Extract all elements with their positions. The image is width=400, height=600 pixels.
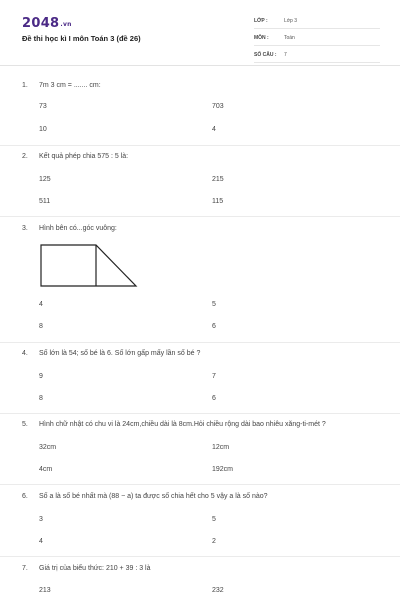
question-text bbox=[22, 565, 151, 572]
exam-title: Đề thi học kì I môn Toán 3 (đề 26) bbox=[22, 34, 141, 43]
trapezoid-shape bbox=[41, 245, 136, 286]
question-stem: 7m 3 cm = ....... cm: bbox=[39, 82, 101, 89]
answer-option[interactable]: 511 bbox=[39, 198, 51, 205]
meta-class bbox=[254, 14, 380, 29]
meta-question-count bbox=[254, 48, 380, 63]
question-text bbox=[22, 421, 326, 428]
answer-option[interactable]: 215 bbox=[212, 176, 224, 183]
question-divider bbox=[0, 413, 400, 414]
answer-option[interactable]: 4 bbox=[39, 301, 43, 308]
logo-suffix: .vn bbox=[60, 21, 72, 28]
meta-subject bbox=[254, 31, 380, 46]
answer-option[interactable]: 213 bbox=[39, 587, 51, 594]
meta-value: Lớp 3 bbox=[284, 18, 298, 24]
question-stem: Số a là số bé nhất mà (88 − a) ta được số chia hết cho 5 vậy a là số nào? bbox=[39, 493, 268, 500]
right-angle-figure bbox=[40, 242, 140, 288]
answer-option[interactable]: 5 bbox=[212, 301, 216, 308]
question-text bbox=[22, 493, 268, 500]
meta-key: SỐ CÂU : bbox=[254, 52, 277, 58]
question-stem: Kết quả phép chia 575 : 5 là: bbox=[39, 153, 129, 160]
meta-value: 7 bbox=[284, 52, 287, 58]
answer-option[interactable]: 125 bbox=[39, 176, 51, 183]
logo-text: 2048 bbox=[22, 16, 60, 31]
answer-option[interactable]: 7 bbox=[212, 373, 216, 380]
question-divider bbox=[0, 342, 400, 343]
question-stem: Hình bên có...góc vuông: bbox=[39, 225, 117, 232]
answer-option[interactable]: 10 bbox=[39, 126, 47, 133]
answer-option[interactable]: 73 bbox=[39, 103, 47, 110]
meta-value: Toán bbox=[284, 35, 295, 41]
answer-option[interactable]: 115 bbox=[212, 198, 224, 205]
answer-option[interactable]: 232 bbox=[212, 587, 224, 594]
question-number: 5. bbox=[22, 421, 28, 428]
question-text bbox=[22, 153, 128, 160]
question-divider bbox=[0, 484, 400, 485]
meta-key: MÔN : bbox=[254, 35, 269, 41]
meta-key: LỚP : bbox=[254, 18, 268, 24]
question-stem: Số lớn là 54; số bé là 6. Số lớn gấp mấy lần số bé ? bbox=[39, 350, 201, 357]
question-number: 7. bbox=[22, 565, 28, 572]
question-number: 4. bbox=[22, 350, 28, 357]
question-text bbox=[22, 82, 101, 89]
question-stem: Hình chữ nhật có chu vi là 24cm,chiều dài là 8cm.Hỏi chiều rộng dài bao nhiêu xăng-ti-mét ? bbox=[39, 421, 326, 428]
answer-option[interactable]: 6 bbox=[212, 323, 216, 330]
answer-option[interactable]: 8 bbox=[39, 395, 43, 402]
question-number: 2. bbox=[22, 153, 28, 160]
page-header bbox=[0, 0, 400, 66]
question-divider bbox=[0, 556, 400, 557]
question-text bbox=[22, 225, 117, 232]
answer-option[interactable]: 2 bbox=[212, 538, 216, 545]
question-number: 1. bbox=[22, 82, 28, 89]
question-number: 3. bbox=[22, 225, 28, 232]
exam-meta bbox=[254, 14, 380, 63]
answer-option[interactable]: 32cm bbox=[39, 444, 57, 451]
answer-option[interactable]: 4 bbox=[39, 538, 43, 545]
answer-option[interactable]: 192cm bbox=[212, 466, 234, 473]
question-number: 6. bbox=[22, 493, 28, 500]
question-divider bbox=[0, 145, 400, 146]
answer-option[interactable]: 12cm bbox=[212, 444, 230, 451]
answer-option[interactable]: 703 bbox=[212, 103, 224, 110]
answer-option[interactable]: 4 bbox=[212, 126, 216, 133]
answer-option[interactable]: 4cm bbox=[39, 466, 53, 473]
question-stem: Giá trị của biểu thức: 210 + 39 : 3 là bbox=[39, 565, 151, 572]
answer-option[interactable]: 9 bbox=[39, 373, 43, 380]
answer-option[interactable]: 6 bbox=[212, 395, 216, 402]
site-logo[interactable] bbox=[22, 16, 72, 31]
question-text bbox=[22, 350, 200, 357]
answer-option[interactable]: 3 bbox=[39, 516, 43, 523]
answer-option[interactable]: 5 bbox=[212, 516, 216, 523]
answer-option[interactable]: 8 bbox=[39, 323, 43, 330]
question-divider bbox=[0, 216, 400, 217]
